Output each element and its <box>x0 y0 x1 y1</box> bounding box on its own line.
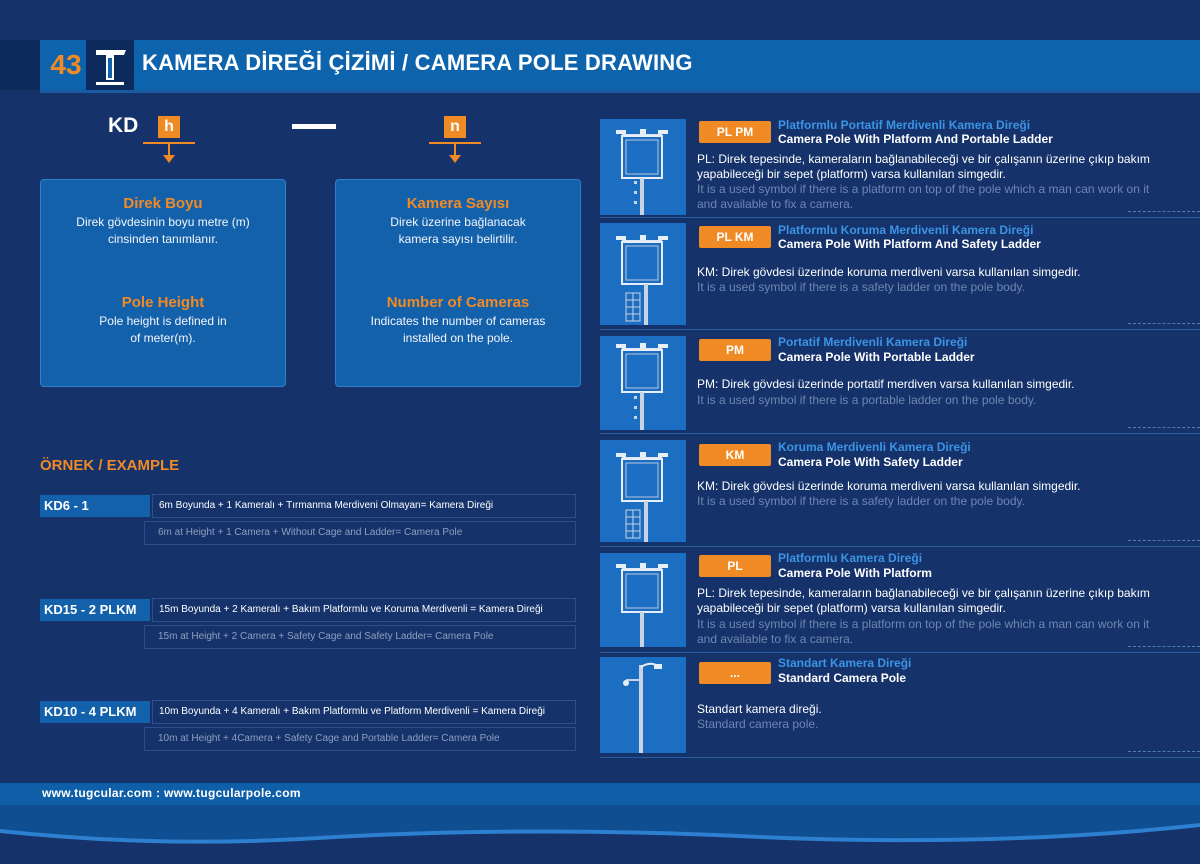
type-desc-en: It is a used symbol if there is a portable ladder on the pole body. <box>697 393 1037 407</box>
type-desc-tr: PL: Direk tepesinde, kameraların bağlanabileceği ve bir çalışanın üzerine çıkıp bakım yapabileceği bir sepet (platform) varsa kullanılan simgedir. <box>697 152 1150 181</box>
type-title-en: Camera Pole With Portable Ladder <box>778 350 975 364</box>
example-code: KD15 - 2 PLKM <box>40 599 150 621</box>
type-badge: PM <box>699 339 771 361</box>
pole-height-heading-tr: Direk Boyu <box>123 195 203 212</box>
type-badge: KM <box>699 444 771 466</box>
param-h-badge: h <box>158 116 180 138</box>
pole-pm-image <box>600 336 686 430</box>
company-logo <box>86 40 134 90</box>
pole-height-text-en: Pole height is defined in of meter(m). <box>99 314 227 345</box>
row-separator <box>600 433 1200 434</box>
example-desc-tr: 6m Boyunda + 1 Kameralı + Tırmanma Merdiveni Olmayan= Kamera Direği <box>152 494 576 518</box>
row-dash <box>1128 540 1200 541</box>
page-title: KAMERA DİREĞİ ÇİZİMİ / CAMERA POLE DRAWING <box>142 50 693 75</box>
type-title-tr: Standart Kamera Direği <box>778 656 912 670</box>
row-separator <box>600 546 1200 547</box>
row-separator <box>600 217 1200 218</box>
type-badge: PL KM <box>699 226 771 248</box>
type-badge: PL <box>699 555 771 577</box>
pole-pl-km-image <box>600 223 686 325</box>
pole-km-image <box>600 440 686 542</box>
example-desc-en: 10m at Height + 4Camera + Safety Cage and Portable Ladder= Camera Pole <box>144 727 576 751</box>
row-dash <box>1128 427 1200 428</box>
row-separator <box>600 652 1200 653</box>
header-left-bar <box>0 40 40 90</box>
type-desc-en: It is a used symbol if there is a platform on top of the pole which a man can work on it and available to fix a camera. <box>697 617 1150 646</box>
param-n-badge: n <box>444 116 466 138</box>
row-dash <box>1128 751 1200 752</box>
type-title-en: Camera Pole With Platform <box>778 566 932 580</box>
type-desc-en: It is a used symbol if there is a safety ladder on the pole body. <box>697 280 1025 294</box>
footer-wave <box>0 815 1200 845</box>
type-title-en: Camera Pole With Safety Ladder <box>778 455 963 469</box>
type-desc-tr: Standart kamera direği. <box>697 702 822 716</box>
example-code: KD6 - 1 <box>40 495 150 517</box>
pole-height-heading-en: Pole Height <box>121 294 205 311</box>
page-number: 43 <box>40 40 92 90</box>
code-dash <box>292 124 336 129</box>
example-code: KD10 - 4 PLKM <box>40 701 150 723</box>
arrow-n-head-icon <box>449 155 461 163</box>
pole-pl-image <box>600 553 686 647</box>
example-desc-tr: 15m Boyunda + 2 Kameralı + Bakım Platformlu ve Koruma Merdivenli = Kamera Direği <box>152 598 576 622</box>
type-badge: ... <box>699 662 771 684</box>
row-separator <box>600 329 1200 330</box>
type-title-en: Camera Pole With Platform And Portable Ladder <box>778 132 1053 146</box>
example-desc-en: 15m at Height + 2 Camera + Safety Cage and Safety Ladder= Camera Pole <box>144 625 576 649</box>
code-prefix: KD <box>108 114 139 137</box>
type-title-en: Camera Pole With Platform And Safety Ladder <box>778 237 1041 251</box>
type-badge: PL PM <box>699 121 771 143</box>
row-dash <box>1128 211 1200 212</box>
type-desc-tr: KM: Direk gövdesi üzerinde koruma merdiveni varsa kullanılan simgedir. <box>697 479 1081 493</box>
camera-count-text-tr: Direk üzerine bağlanacak kamera sayısı belirtilir. <box>390 215 526 246</box>
row-separator <box>600 757 1200 758</box>
header-divider <box>40 90 1200 93</box>
footer-website: www.tugcular.com : www.tugcularpole.com <box>42 786 301 800</box>
row-dash <box>1128 323 1200 324</box>
type-title-tr: Platformlu Portatif Merdivenli Kamera Direği <box>778 118 1031 132</box>
example-desc-en: 6m at Height + 1 Camera + Without Cage and Ladder= Camera Pole <box>144 521 576 545</box>
example-title: ÖRNEK / EXAMPLE <box>40 457 180 474</box>
camera-count-heading-tr: Kamera Sayısı <box>406 195 510 212</box>
type-title-tr: Platformlu Koruma Merdivenli Kamera Direği <box>778 223 1034 237</box>
type-title-en: Standard Camera Pole <box>778 671 907 685</box>
camera-count-heading-en: Number of Cameras <box>386 294 530 311</box>
arrow-h-head-icon <box>163 155 175 163</box>
camera-count-text-en: Indicates the number of cameras installed on the pole. <box>370 314 546 345</box>
type-title-tr: Koruma Merdivenli Kamera Direği <box>778 440 971 454</box>
type-desc-tr: KM: Direk gövdesi üzerinde koruma merdiveni varsa kullanılan simgedir. <box>697 265 1081 279</box>
type-desc-en: Standard camera pole. <box>697 717 819 731</box>
type-desc-en: It is a used symbol if there is a safety ladder on the pole body. <box>697 494 1025 508</box>
type-title-tr: Portatif Merdivenli Kamera Direği <box>778 335 968 349</box>
row-dash <box>1128 646 1200 647</box>
pole-pl-pm-image <box>600 119 686 215</box>
type-title-tr: Platformlu Kamera Direği <box>778 551 923 565</box>
type-desc-tr: PM: Direk gövdesi üzerinde portatif merdiven varsa kullanılan simgedir. <box>697 377 1075 391</box>
pole-height-box <box>40 179 286 387</box>
example-desc-tr: 10m Boyunda + 4 Kameralı + Bakım Platformlu ve Platform Merdivenli = Kamera Direği <box>152 700 576 724</box>
camera-count-box <box>335 179 581 387</box>
pole-standard-image <box>600 657 686 753</box>
type-desc-tr: PL: Direk tepesinde, kameraların bağlanabileceği ve bir çalışanın üzerine çıkıp bakım yapabileceği bir sepet (platform) varsa kullanılan simgedir. <box>697 586 1150 615</box>
type-desc-en: It is a used symbol if there is a platform on top of the pole which a man can work on it and available to fix a camera. <box>697 182 1150 211</box>
pole-height-text-tr: Direk gövdesinin boyu metre (m) cinsinden tanımlanır. <box>76 215 250 246</box>
